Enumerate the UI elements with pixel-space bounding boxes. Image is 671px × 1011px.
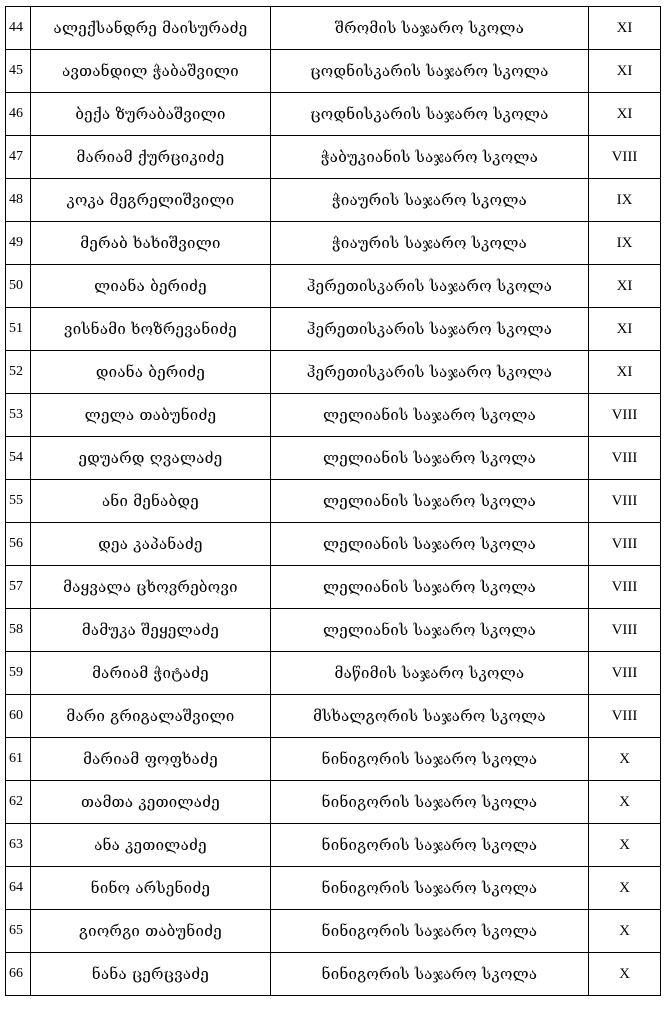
row-number-cell: 49 bbox=[6, 222, 31, 265]
school-name-cell: ლელიანის საჯარო სკოლა bbox=[271, 480, 589, 523]
grade-cell: XI bbox=[589, 50, 661, 93]
table-row bbox=[6, 652, 661, 695]
student-name-cell: მარიამ ჭიტაძე bbox=[31, 652, 271, 695]
grade-cell: IX bbox=[589, 222, 661, 265]
row-number-cell: 66 bbox=[6, 953, 31, 996]
school-name-cell: ლელიანის საჯარო სკოლა bbox=[271, 394, 589, 437]
participants-table bbox=[5, 6, 661, 996]
student-name-cell: ლელა თაბუნიძე bbox=[31, 394, 271, 437]
student-name-cell: მარი გრიგალაშვილი bbox=[31, 695, 271, 738]
grade-cell: VIII bbox=[589, 609, 661, 652]
table-body bbox=[6, 7, 661, 996]
school-name-cell: ჰერეთისკარის საჯარო სკოლა bbox=[271, 308, 589, 351]
row-number-cell: 54 bbox=[6, 437, 31, 480]
table-row bbox=[6, 523, 661, 566]
grade-cell: VIII bbox=[589, 566, 661, 609]
table-row bbox=[6, 222, 661, 265]
school-name-cell: ლელიანის საჯარო სკოლა bbox=[271, 523, 589, 566]
row-number-cell: 45 bbox=[6, 50, 31, 93]
grade-cell: XI bbox=[589, 7, 661, 50]
table-row bbox=[6, 437, 661, 480]
school-name-cell: ცოდნისკარის საჯარო სკოლა bbox=[271, 50, 589, 93]
table-row bbox=[6, 50, 661, 93]
school-name-cell: ნინიგორის საჯარო სკოლა bbox=[271, 910, 589, 953]
school-name-cell: ჭაბუკიანის საჯარო სკოლა bbox=[271, 136, 589, 179]
student-name-cell: კოკა მეგრელიშვილი bbox=[31, 179, 271, 222]
row-number-cell: 60 bbox=[6, 695, 31, 738]
student-name-cell: ალექსანდრე მაისურაძე bbox=[31, 7, 271, 50]
grade-cell: VIII bbox=[589, 523, 661, 566]
school-name-cell: ნინიგორის საჯარო სკოლა bbox=[271, 824, 589, 867]
student-name-cell: ავთანდილ ჭაბაშვილი bbox=[31, 50, 271, 93]
row-number-cell: 55 bbox=[6, 480, 31, 523]
row-number-cell: 64 bbox=[6, 867, 31, 910]
table-row bbox=[6, 609, 661, 652]
table-row bbox=[6, 824, 661, 867]
student-name-cell: ნინო არსენიძე bbox=[31, 867, 271, 910]
table-row bbox=[6, 953, 661, 996]
table-row bbox=[6, 566, 661, 609]
table-row bbox=[6, 179, 661, 222]
school-name-cell: ცოდნისკარის საჯარო სკოლა bbox=[271, 93, 589, 136]
table-row bbox=[6, 910, 661, 953]
table-row bbox=[6, 781, 661, 824]
student-name-cell: მამუკა შეყელაძე bbox=[31, 609, 271, 652]
student-name-cell: მარიამ ფოფხაძე bbox=[31, 738, 271, 781]
table-row bbox=[6, 480, 661, 523]
table-row bbox=[6, 394, 661, 437]
grade-cell: X bbox=[589, 910, 661, 953]
student-name-cell: დეა კაპანაძე bbox=[31, 523, 271, 566]
row-number-cell: 50 bbox=[6, 265, 31, 308]
table-row bbox=[6, 308, 661, 351]
student-name-cell: ანი მენაბდე bbox=[31, 480, 271, 523]
grade-cell: VIII bbox=[589, 136, 661, 179]
row-number-cell: 62 bbox=[6, 781, 31, 824]
grade-cell: X bbox=[589, 738, 661, 781]
row-number-cell: 59 bbox=[6, 652, 31, 695]
school-name-cell: მსხალგორის საჯარო სკოლა bbox=[271, 695, 589, 738]
row-number-cell: 57 bbox=[6, 566, 31, 609]
grade-cell: VIII bbox=[589, 394, 661, 437]
student-name-cell: ედუარდ ღვალაძე bbox=[31, 437, 271, 480]
grade-cell: X bbox=[589, 824, 661, 867]
row-number-cell: 46 bbox=[6, 93, 31, 136]
grade-cell: XI bbox=[589, 93, 661, 136]
school-name-cell: ლელიანის საჯარო სკოლა bbox=[271, 609, 589, 652]
grade-cell: IX bbox=[589, 179, 661, 222]
grade-cell: X bbox=[589, 953, 661, 996]
student-name-cell: დიანა ბერიძე bbox=[31, 351, 271, 394]
table-row bbox=[6, 867, 661, 910]
grade-cell: VIII bbox=[589, 437, 661, 480]
school-name-cell: მაწიმის საჯარო სკოლა bbox=[271, 652, 589, 695]
row-number-cell: 47 bbox=[6, 136, 31, 179]
school-name-cell: ჰერეთისკარის საჯარო სკოლა bbox=[271, 351, 589, 394]
row-number-cell: 53 bbox=[6, 394, 31, 437]
grade-cell: VIII bbox=[589, 695, 661, 738]
student-name-cell: თამთა კეთილაძე bbox=[31, 781, 271, 824]
grade-cell: VIII bbox=[589, 480, 661, 523]
table-row bbox=[6, 695, 661, 738]
row-number-cell: 65 bbox=[6, 910, 31, 953]
row-number-cell: 51 bbox=[6, 308, 31, 351]
school-name-cell: ჭიაურის საჯარო სკოლა bbox=[271, 179, 589, 222]
table-row bbox=[6, 7, 661, 50]
student-name-cell: გიორგი თაბუნიძე bbox=[31, 910, 271, 953]
table-row bbox=[6, 265, 661, 308]
school-name-cell: ნინიგორის საჯარო სკოლა bbox=[271, 867, 589, 910]
row-number-cell: 48 bbox=[6, 179, 31, 222]
student-name-cell: ბექა ზურაბაშვილი bbox=[31, 93, 271, 136]
school-name-cell: ჰერეთისკარის საჯარო სკოლა bbox=[271, 265, 589, 308]
student-name-cell: ვისნამი ხოზრევანიძე bbox=[31, 308, 271, 351]
school-name-cell: ლელიანის საჯარო სკოლა bbox=[271, 566, 589, 609]
student-name-cell: მარიამ ქურციკიძე bbox=[31, 136, 271, 179]
grade-cell: X bbox=[589, 867, 661, 910]
school-name-cell: ნინიგორის საჯარო სკოლა bbox=[271, 953, 589, 996]
school-name-cell: ჭიაურის საჯარო სკოლა bbox=[271, 222, 589, 265]
row-number-cell: 44 bbox=[6, 7, 31, 50]
table-row bbox=[6, 136, 661, 179]
student-name-cell: ნანა ცერცვაძე bbox=[31, 953, 271, 996]
grade-cell: X bbox=[589, 781, 661, 824]
school-name-cell: ნინიგორის საჯარო სკოლა bbox=[271, 781, 589, 824]
row-number-cell: 61 bbox=[6, 738, 31, 781]
student-name-cell: მერაბ ხახიშვილი bbox=[31, 222, 271, 265]
school-name-cell: შრომის საჯარო სკოლა bbox=[271, 7, 589, 50]
student-name-cell: ანა კეთილაძე bbox=[31, 824, 271, 867]
school-name-cell: ლელიანის საჯარო სკოლა bbox=[271, 437, 589, 480]
grade-cell: XI bbox=[589, 351, 661, 394]
table-row bbox=[6, 93, 661, 136]
row-number-cell: 52 bbox=[6, 351, 31, 394]
student-name-cell: ლიანა ბერიძე bbox=[31, 265, 271, 308]
school-name-cell: ნინიგორის საჯარო სკოლა bbox=[271, 738, 589, 781]
table-row bbox=[6, 738, 661, 781]
grade-cell: XI bbox=[589, 308, 661, 351]
row-number-cell: 63 bbox=[6, 824, 31, 867]
student-name-cell: მაყვალა ცხოვრებოვი bbox=[31, 566, 271, 609]
row-number-cell: 58 bbox=[6, 609, 31, 652]
table-row bbox=[6, 351, 661, 394]
grade-cell: XI bbox=[589, 265, 661, 308]
grade-cell: VIII bbox=[589, 652, 661, 695]
row-number-cell: 56 bbox=[6, 523, 31, 566]
